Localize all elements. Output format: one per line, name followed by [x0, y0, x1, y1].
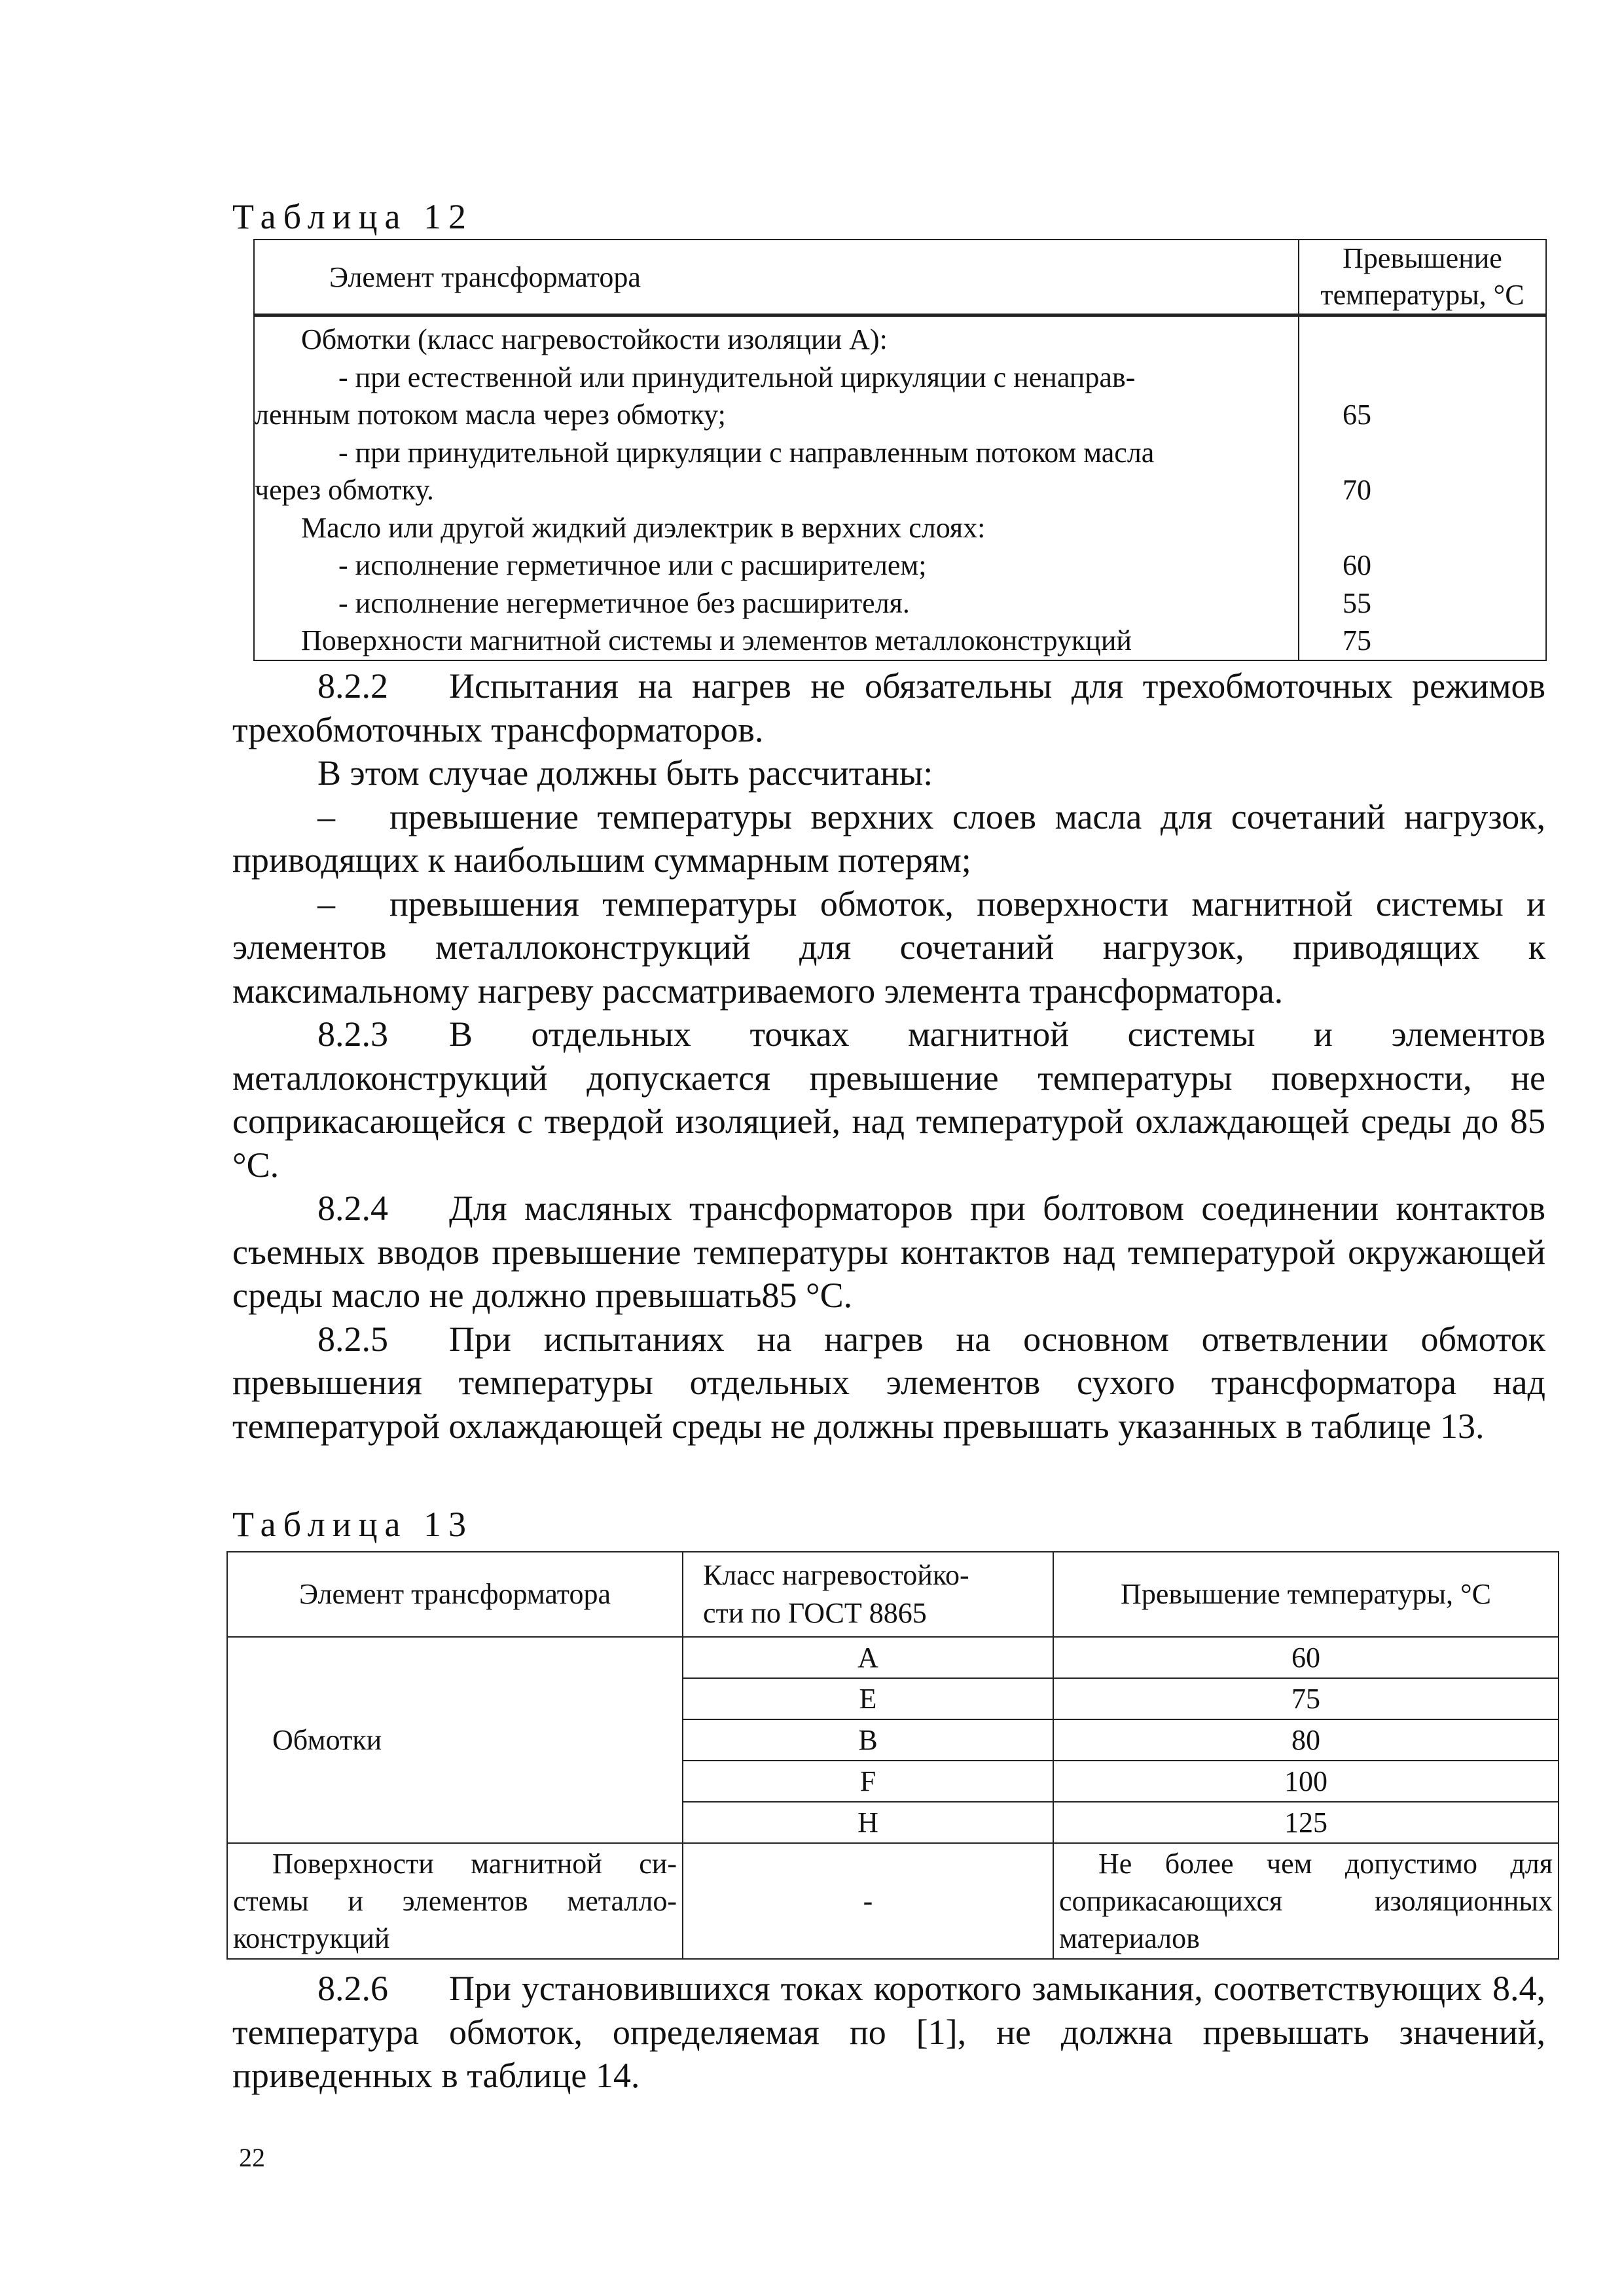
table-header-row	[254, 240, 1546, 315]
table-row: Обмотки А 60	[227, 1637, 1559, 1678]
table-13	[226, 1551, 1559, 1960]
list-item: - исполнение герметичное или с расширителем;	[338, 549, 927, 581]
table-13-caption: Таблица 13	[232, 1505, 473, 1544]
list-item: Поверхности магнитной системы и элементов металлоконструкций	[301, 624, 1132, 656]
header-element: Элемент трансформатора	[227, 1552, 683, 1637]
paragraph-8-2-6: 8.2.6 При установившихся токах короткого замыкания, соответствующих 8.4, температура обмоток, определяемая по [1], не должна превышать значений, приведенных в таблице 14.	[232, 1969, 1545, 2095]
paragraph-case: В этом случае должны быть рассчитаны:	[317, 753, 933, 793]
list-item: - исполнение негерметичное без расширителя.	[338, 586, 910, 619]
paragraph-8-2-3: 8.2.3 В отдельных точках магнитной системы и элементов металлоконструкций допускается превышение температуры поверхности, не соприкасающейся с твердой изоляцией, над температурой охлаждающей среды до 85 °С.	[232, 1014, 1545, 1185]
surfaces-rise-cell: Не более чем допустимо для соприкасающихся изоляционных материалов	[1053, 1843, 1559, 1959]
element-descriptions	[254, 315, 1299, 660]
table-row: Поверхности магнитной си- стемы и элементов металло- конструкций - Не более чем допустимо для соприкасающихся изоляционных материалов	[227, 1843, 1559, 1959]
table-row: Н 125	[227, 1802, 1559, 1843]
header-element: Элемент трансформатора	[254, 240, 1299, 315]
paragraph-8-2-4: 8.2.4 Для масляных трансформаторов при болтовом соединении контактов съемных вводов превышение температуры контактов над температурой окружающей среды масло не должно превышать85 °С.	[232, 1189, 1545, 1315]
body-text-lower	[232, 1967, 1545, 2098]
list-item: - при естественной или принудительной циркуляции с ненаправ-	[338, 361, 1136, 393]
list-item: Обмотки (класс нагревостойкости изоляции А):	[301, 323, 888, 355]
paragraph-8-2-5: 8.2.5 При испытаниях на нагрев на основном ответвлении обмоток превышения температуры отдельных элементов сухого трансформатора над температурой охлаждающей среды не должны превышать указанных в таблице 13.	[232, 1319, 1545, 1446]
table-row: В 80	[227, 1719, 1559, 1761]
list-item: Масло или другой жидкий диэлектрик в верхних слоях:	[301, 511, 986, 544]
table-header-row	[227, 1552, 1559, 1637]
table-row: Е 75	[227, 1678, 1559, 1719]
paragraph-8-2-2: 8.2.2 Испытания на нагрев не обязательны для трехобмоточных режимов трехобмоточных трансформаторов.	[232, 666, 1545, 749]
table-body-row	[254, 315, 1546, 660]
list-item: - при принудительной циркуляции с направленным потоком масла	[338, 436, 1155, 469]
temperature-values: 65 70 60 55 75	[1299, 315, 1546, 660]
list-item: – превышения температуры обмоток, поверхности магнитной системы и элементов металлоконструкций для сочетаний нагрузок, приводящих к максимальному нагреву рассматриваемого элемента трансформатора.	[232, 884, 1545, 1011]
table-row: F 100	[227, 1761, 1559, 1802]
table-12	[253, 239, 1547, 661]
windings-cell: Обмотки	[227, 1637, 683, 1843]
header-heat-class: Класс нагревостойко- сти по ГОСТ 8865	[683, 1552, 1053, 1637]
page-number: 22	[239, 2143, 265, 2172]
body-text-upper	[232, 664, 1545, 1448]
list-item: через обмотку.	[255, 474, 434, 506]
header-temperature-rise: Превышение температуры, °С	[1053, 1552, 1559, 1637]
surfaces-cell: Поверхности магнитной си- стемы и элементов металло- конструкций	[227, 1843, 683, 1959]
list-item: – превышение температуры верхних слоев масла для сочетаний нагрузок, приводящих к наибольшим суммарным потерям;	[232, 797, 1545, 880]
header-temperature-rise: Превышение температуры, °С	[1299, 240, 1546, 315]
list-item: ленным потоком масла через обмотку;	[255, 399, 726, 431]
table-12-caption: Таблица 12	[232, 197, 473, 236]
